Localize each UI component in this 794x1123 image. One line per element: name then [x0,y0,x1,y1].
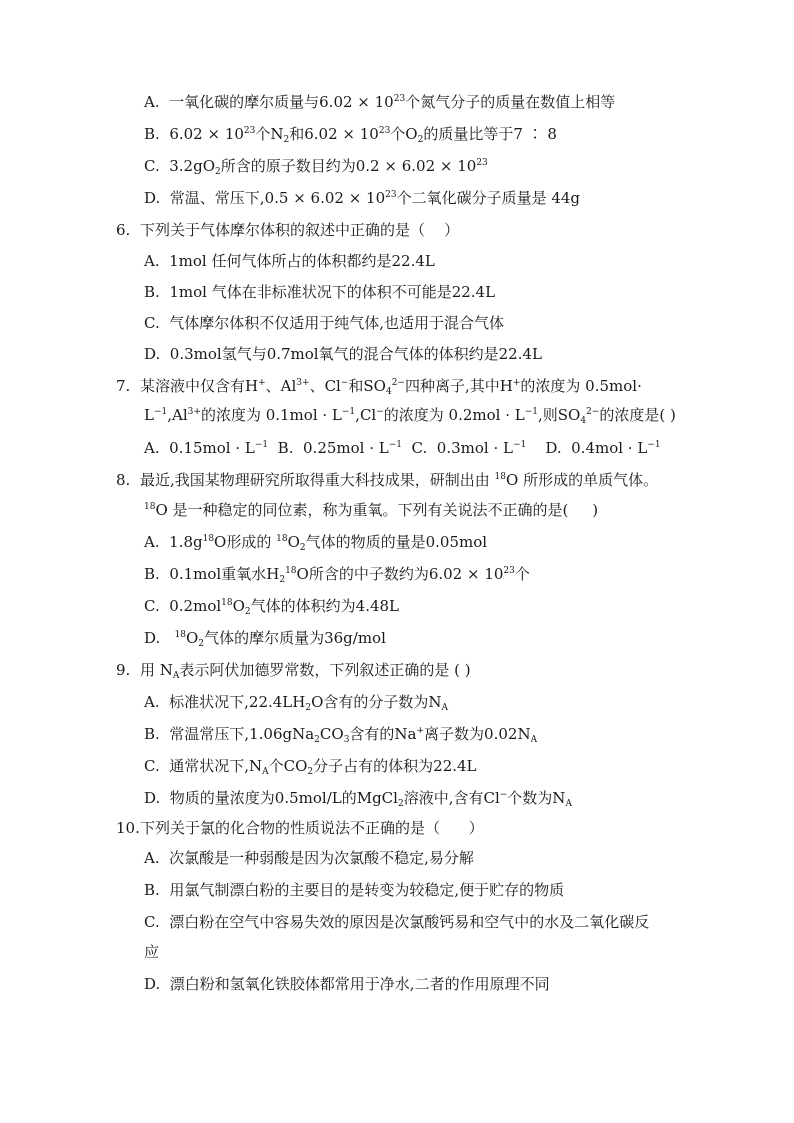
answer-option: D. 0.3mol氢气与0.7mol氧气的混合气体的体积约是22.4L [144,345,542,363]
answer-option: D. 漂白粉和氢氧化铁胶体都常用于净水,二者的作用原理不同 [144,975,550,993]
question-stem: 6. 下列关于气体摩尔体积的叙述中正确的是（ ） [116,221,460,239]
answer-option: A. $1.8g^{18}O$形成的 $^{18}O_2$气体的物质的量是0.05mol [144,533,488,553]
answer-option: D. $^{18}O_2$气体的摩尔质量为36g/mol [144,629,386,649]
answer-option: B. 常温常压下$,1.06gNa_2CO_3$含有的Na+离子数为$0.02N_A$ [144,725,538,745]
question-stem: 9. 用 $N_A$表示阿伏加德罗常数，下列叙述正确的是 ( ) [116,661,471,681]
answer-option: C. 气体摩尔体积不仅适用于纯气体,也适用于混合气体 [144,314,505,332]
answer-option: A. $0.15mol \cdot L^{-1}$ B. $0.25mol \cdot L^{-1}$ C. $0.3mol \cdot L^{-1}$ D. $0.4mol \cdot L^{-1}$ [144,439,661,457]
question-continuation: $^{18}$O 是一种稳定的同位素，称为重氧。下列有关说法不正确的是( ) [144,501,599,519]
answer-option: A. 1mol 任何气体所占的体积都约是22.4L [144,252,435,270]
answer-option: C. 漂白粉在空气中容易失效的原因是次氯酸钙易和空气中的水及二氧化碳反 [144,913,650,931]
question-continuation: 应 [144,943,160,961]
answer-option: C. $3.2gO_2$所含的原子数目约为$0.2 \times 6.02 \times 10^{23}$ [144,157,488,177]
answer-option: B. 用氯气制漂白粉的主要目的是转变为较稳定,便于贮存的物质 [144,881,565,899]
question-continuation: $L^{-1},Al^{3+}$的浓度为 $0.1mol \cdot L^{-1},Cl^-$的浓度为 $0.2mol \cdot L^{-1}$,则$SO_4^{2-}$的浓度是( ) [144,406,676,426]
answer-option: A. 标准状况下$,22.4LH_2O$含有的分子数为$N_A$ [144,693,449,713]
answer-option: D. 常温、常压下$,0.5 \times 6.02 \times 10^{23}$个二氧化碳分子质量是 44g [144,189,581,207]
answer-option: D. 物质的量浓度为0.5mol/L的MgCl$_2$溶液中,含有Cl−个数为$N_A$ [144,789,572,809]
question-stem: 7. 某溶液中仅含有H+、$Al^{3+}$、Cl−和$SO_4^{2-}$四种离子,其中H+的浓度为 0.5mol· [116,377,642,397]
answer-option: A. 次氯酸是一种弱酸是因为次氯酸不稳定,易分解 [144,849,474,867]
answer-option: B. 0.1mol重氧水$H_2^{18}O$所含的中子数约为$6.02 \times 10^{23}$个 [144,565,530,585]
question-stem: 8. 最近,我国某物理研究所取得重大科技成果，研制出由 $^{18}$O 所形成的单质气体。 [116,471,659,489]
answer-option: C. $0.2mol^{18}O_2$气体的体积约为4.48L [144,597,400,617]
answer-option: B. $6.02 \times 10^{23}$个$N_2$和$6.02 \times 10^{23}$个$O_2$的质量比等于7 ∶ 8 [144,125,557,145]
answer-option: A. 一氧化碳的摩尔质量与$6.02 \times 10^{23}$个氮气分子的质量在数值上相等 [144,93,616,111]
answer-option: C. 通常状况下$,N_A$个$CO_2$分子占有的体积为22.4L [144,757,477,777]
question-stem: 10.下列关于氯的化合物的性质说法不正确的是（ ） [116,819,484,837]
answer-option: B. 1mol 气体在非标准状况下的体积不可能是22.4L [144,283,496,301]
